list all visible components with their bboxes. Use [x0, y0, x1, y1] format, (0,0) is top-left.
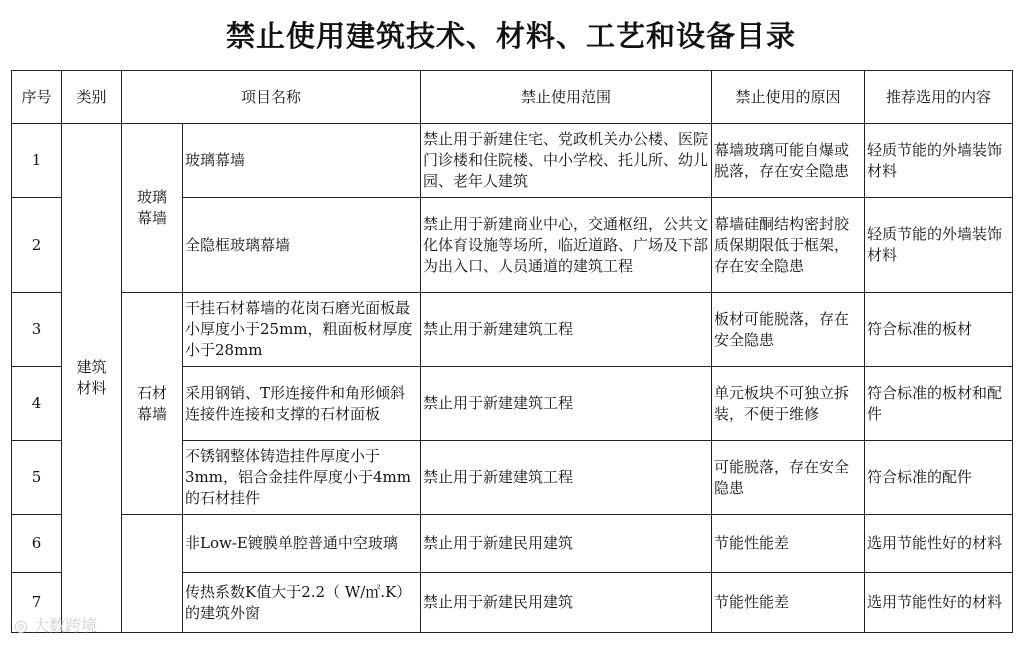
item-cell: 干挂石材幕墙的花岗石磨光面板最小厚度小于25mm，粗面板材厚度小于28mm — [183, 293, 421, 367]
table-row — [12, 124, 1013, 198]
row-no: 7 — [12, 573, 62, 633]
item-cell: 不锈钢整体铸造挂件厚度小于3mm，铝合金挂件厚度小于4mm的石材挂件 — [183, 441, 421, 515]
item-cell: 玻璃幕墙 — [183, 124, 421, 198]
table-row — [12, 515, 1013, 573]
document-title: 禁止使用建筑技术、材料、工艺和设备目录 — [225, 19, 796, 53]
recommend-cell: 轻质节能的外墙装饰材料 — [865, 124, 1013, 198]
watermark-logo-icon: ◎ — [14, 616, 28, 635]
row-no: 3 — [12, 293, 62, 367]
scope-cell: 禁止用于新建民用建筑 — [421, 573, 712, 633]
header-scope: 禁止使用范围 — [421, 71, 712, 124]
scope-cell: 禁止用于新建建筑工程 — [421, 441, 712, 515]
scope-cell: 禁止用于新建建筑工程 — [421, 367, 712, 441]
scope-cell: 禁止用于新建商业中心，交通枢纽，公共文化体育设施等场所，临近道路、广场及下部为出入口、人员通道的建筑工程 — [421, 198, 712, 293]
recommend-cell: 符合标准的板材和配件 — [865, 367, 1013, 441]
catalog-table — [11, 70, 1013, 633]
header-category: 类别 — [62, 71, 122, 124]
group-cell-glass — [122, 124, 183, 293]
scope-cell: 禁止用于新建住宅、党政机关办公楼、医院门诊楼和住院楼、中小学校、托儿所、幼儿园、老年人建筑 — [421, 124, 712, 198]
recommend-cell: 符合标准的板材 — [865, 293, 1013, 367]
reason-cell: 单元板块不可独立拆装，不便于维修 — [712, 367, 865, 441]
header-recommend: 推荐选用的内容 — [865, 71, 1013, 124]
recommend-cell: 选用节能性好的材料 — [865, 515, 1013, 573]
watermark — [14, 613, 97, 636]
group-label-stone: 石材幕墙 — [136, 383, 167, 423]
row-no: 6 — [12, 515, 62, 573]
reason-cell: 节能性能差 — [712, 573, 865, 633]
category-cell — [62, 124, 122, 633]
reason-cell: 节能性能差 — [712, 515, 865, 573]
watermark-text: 大数跨境 — [33, 616, 98, 635]
group-cell-blank — [122, 515, 183, 633]
header-row — [12, 71, 1013, 124]
scope-cell: 禁止用于新建民用建筑 — [421, 515, 712, 573]
row-no: 1 — [12, 124, 62, 198]
row-no: 5 — [12, 441, 62, 515]
reason-cell: 可能脱落，存在安全隐患 — [712, 441, 865, 515]
recommend-cell: 轻质节能的外墙装饰材料 — [865, 198, 1013, 293]
row-no: 4 — [12, 367, 62, 441]
category-label: 建筑材料 — [76, 358, 107, 397]
header-reason: 禁止使用的原因 — [712, 71, 865, 124]
group-cell-stone — [122, 293, 183, 515]
item-cell: 采用钢销、T形连接件和角形倾斜连接件连接和支撑的石材面板 — [183, 367, 421, 441]
reason-cell: 板材可能脱落，存在安全隐患 — [712, 293, 865, 367]
item-cell: 传热系数K值大于2.2（ W/㎡.K）的建筑外窗 — [183, 573, 421, 633]
header-no: 序号 — [12, 71, 62, 124]
reason-cell: 幕墙硅酮结构密封胶质保期限低于框架，存在安全隐患 — [712, 198, 865, 293]
item-cell: 全隐框玻璃幕墙 — [183, 198, 421, 293]
scope-cell: 禁止用于新建建筑工程 — [421, 293, 712, 367]
header-item: 项目名称 — [122, 71, 421, 124]
item-cell: 非Low-E镀膜单腔普通中空玻璃 — [183, 515, 421, 573]
row-no: 2 — [12, 198, 62, 293]
table-row — [12, 293, 1013, 367]
reason-cell: 幕墙玻璃可能自爆或脱落，存在安全隐患 — [712, 124, 865, 198]
recommend-cell: 选用节能性好的材料 — [865, 573, 1013, 633]
group-label-glass: 玻璃幕墙 — [136, 188, 167, 227]
recommend-cell: 符合标准的配件 — [865, 441, 1013, 515]
